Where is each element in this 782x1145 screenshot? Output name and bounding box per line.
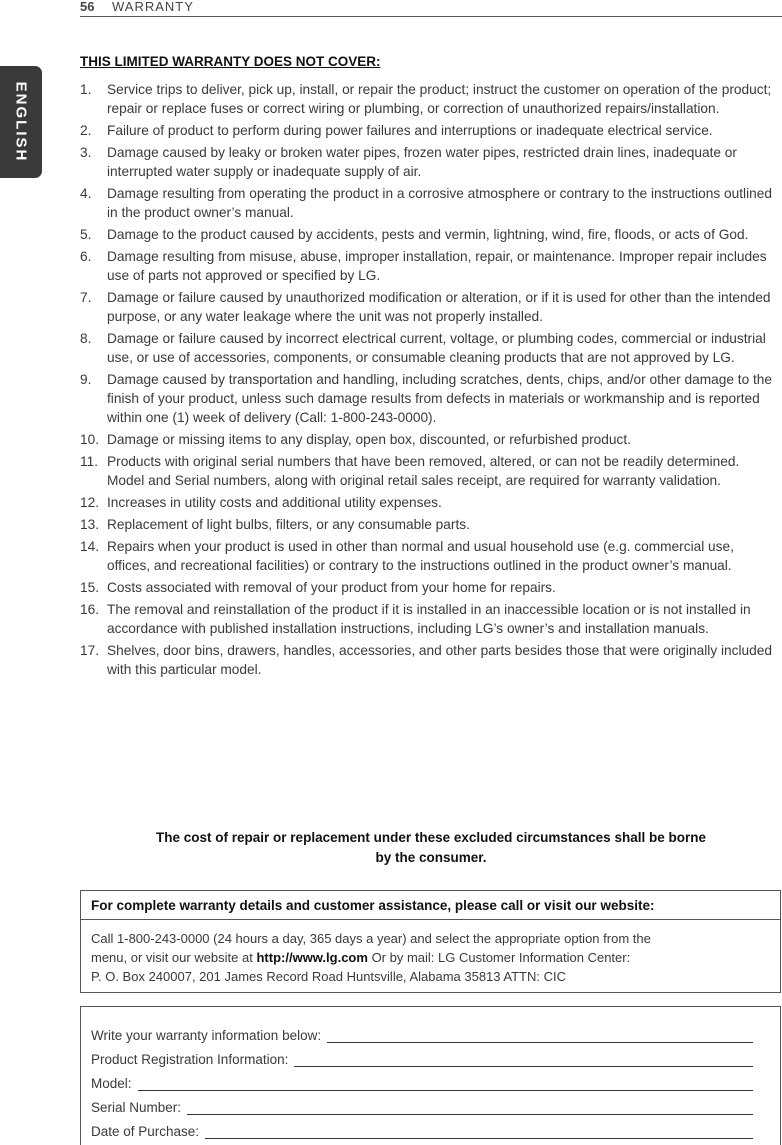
form-label: Product Registration Information: — [91, 1052, 289, 1067]
exclusion-item — [80, 184, 778, 222]
item-number: 7. — [80, 290, 92, 305]
consumer-cost-note-line: The cost of repair or replacement under these excluded circumstances shall be borne — [156, 830, 706, 845]
item-text: Damage or failure caused by incorrect electrical current, voltage, or plumbing codes, commercial or industrial use, or use of accessories, components, or consumable cleaning products that are not approved by LG. — [107, 331, 766, 365]
exclusion-list — [80, 80, 778, 682]
item-number: 16. — [80, 602, 100, 617]
exclusion-item — [80, 430, 778, 449]
contact-mail-label: Or by mail: LG Customer Information Center: — [371, 950, 631, 965]
item-text: Damage to the product caused by accidents, pests and vermin, lightning, wind, fire, floods, or acts of God. — [107, 227, 749, 242]
item-text: Replacement of light bulbs, filters, or any consumable parts. — [107, 517, 470, 532]
form-label: Write your warranty information below: — [91, 1028, 322, 1043]
date-of-purchase-line — [205, 1124, 753, 1139]
item-text: Damage resulting from operating the product in a corrosive atmosphere or contrary to the instructions outlined in the product owner’s manual. — [107, 186, 772, 220]
item-number: 6. — [80, 249, 92, 264]
page-header — [80, 0, 782, 17]
exclusion-item — [80, 80, 778, 118]
exclusions-heading: THIS LIMITED WARRANTY DOES NOT COVER: — [80, 54, 381, 69]
form-label: Serial Number: — [91, 1100, 182, 1115]
contact-heading: For complete warranty details and customer assistance, please call or visit our website: — [81, 891, 780, 920]
exclusion-item — [80, 247, 778, 285]
item-number: 14. — [80, 539, 100, 554]
exclusion-item — [80, 537, 778, 575]
item-number: 12. — [80, 495, 100, 510]
model-line — [138, 1076, 753, 1091]
consumer-cost-note — [80, 828, 782, 868]
contact-box — [80, 890, 781, 993]
exclusion-item — [80, 370, 778, 427]
item-number: 4. — [80, 186, 92, 201]
warranty-info-form — [80, 1006, 781, 1145]
item-number: 3. — [80, 145, 92, 160]
form-row — [91, 1091, 753, 1115]
exclusion-item — [80, 641, 778, 679]
item-text: Failure of product to perform during power failures and interruptions or inadequate electrical service. — [107, 123, 713, 138]
form-row — [91, 1115, 753, 1139]
exclusion-item — [80, 452, 778, 490]
contact-website-line — [91, 948, 770, 967]
contact-details — [81, 920, 780, 986]
language-tab — [0, 66, 42, 178]
product-registration-line — [294, 1052, 753, 1067]
exclusion-item — [80, 493, 778, 512]
form-label: Date of Purchase: — [91, 1124, 200, 1139]
item-text: Products with original serial numbers that have been removed, altered, or can not be readily determined. Model and Serial numbers, along with original retail sales receipt, are required for warranty validation. — [107, 454, 740, 488]
serial-number-line — [187, 1100, 753, 1115]
item-number: 17. — [80, 643, 100, 658]
item-text: The removal and reinstallation of the product if it is installed in an inaccessible location or is not installed in accordance with published installation instructions, including LG’s owner’s and installation manuals. — [107, 602, 751, 636]
contact-website-prefix: menu, or visit our website at — [91, 950, 253, 965]
contact-phone-line: Call 1-800-243-0000 (24 hours a day, 365 days a year) and select the appropriate option from the — [91, 931, 651, 946]
item-text: Service trips to deliver, pick up, install, or repair the product; instruct the customer on operation of the product; repair or replace fuses or correct wiring or plumbing, or correction of unauthorized repairs/installation. — [107, 82, 772, 116]
form-label: Model: — [91, 1076, 132, 1091]
item-number: 10. — [80, 432, 100, 447]
item-text: Shelves, door bins, drawers, handles, accessories, and other parts besides those that were originally included with this particular model. — [107, 643, 772, 677]
exclusion-item — [80, 578, 778, 597]
exclusion-item — [80, 288, 778, 326]
form-row — [91, 1043, 753, 1067]
language-tab-label: ENGLISH — [12, 81, 30, 163]
item-text: Increases in utility costs and additional utility expenses. — [107, 495, 442, 510]
item-number: 1. — [80, 82, 92, 97]
item-text: Damage caused by transportation and handling, including scratches, dents, chips, and/or other damage to the finish of your product, unless such damage results from defects in materials or workmanship and is reported within one (1) week of delivery (Call: 1-800-243-0000). — [107, 372, 773, 425]
item-text: Damage or failure caused by unauthorized modification or alteration, or if it is used for other than the intended purpose, or any water leakage where the unit was not properly installed. — [107, 290, 771, 324]
exclusion-item — [80, 121, 778, 140]
item-number: 15. — [80, 580, 100, 595]
item-number: 9. — [80, 372, 92, 387]
exclusion-item — [80, 329, 778, 367]
item-number: 13. — [80, 517, 100, 532]
section-title: WARRANTY — [112, 0, 194, 14]
form-row — [91, 1019, 753, 1043]
item-text: Costs associated with removal of your product from your home for repairs. — [107, 580, 556, 595]
exclusion-item — [80, 600, 778, 638]
website-link[interactable]: http://www.lg.com — [256, 950, 368, 965]
form-row — [91, 1067, 753, 1091]
contact-mail-address: P. O. Box 240007, 201 James Record Road Huntsville, Alabama 35813 ATTN: CIC — [91, 969, 566, 984]
item-number: 5. — [80, 227, 92, 242]
warranty-info-line — [327, 1028, 753, 1043]
page-number: 56 — [80, 0, 95, 14]
item-number: 11. — [80, 454, 99, 469]
item-text: Damage resulting from misuse, abuse, improper installation, repair, or maintenance. Improper repair includes use of parts not approved or specified by LG. — [107, 249, 767, 283]
exclusion-item — [80, 515, 778, 534]
item-text: Damage caused by leaky or broken water pipes, frozen water pipes, restricted drain lines, inadequate or interrupted water supply or inadequate supply of air. — [107, 145, 737, 179]
item-number: 2. — [80, 123, 92, 138]
exclusion-item — [80, 225, 778, 244]
item-text: Damage or missing items to any display, open box, discounted, or refurbished product. — [107, 432, 631, 447]
item-number: 8. — [80, 331, 92, 346]
consumer-cost-note-line: by the consumer. — [375, 850, 487, 865]
exclusion-item — [80, 143, 778, 181]
item-text: Repairs when your product is used in other than normal and usual household use (e.g. commercial use, offices, and recreational facilities) or contrary to the instructions outlined in the product owner’s manual. — [107, 539, 734, 573]
